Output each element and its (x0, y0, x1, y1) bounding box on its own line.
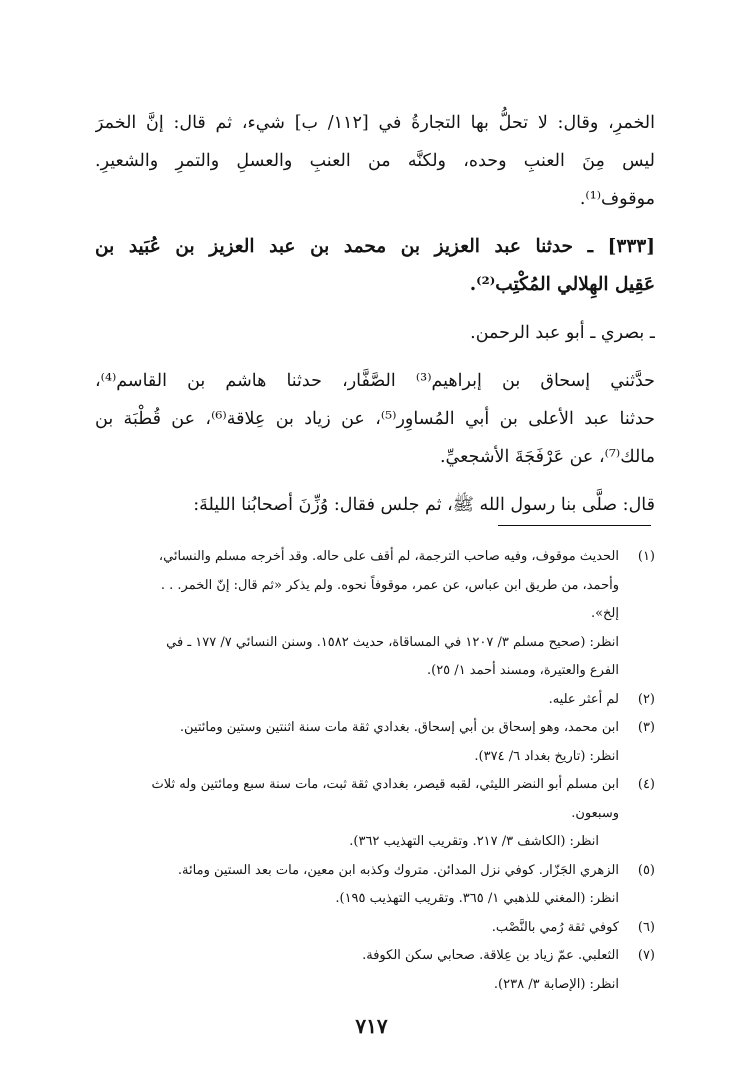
footnote-6 (55, 914, 655, 943)
matn-line: قال: صلَّى بنا رسول الله ﷺ، ثم جلس فقال: وُزِّنَ أصحابُنا الليلةَ: (193, 495, 655, 515)
page-number: ٧١٧ (355, 1014, 388, 1038)
body-line: الخمرِ، وقال: لا تحلُّ بها التجارةُ في [١١٢/ ب] شيء، ثم قال: إنَّ الخمرَ (95, 113, 655, 133)
footnote-number: (٤) (637, 777, 655, 792)
footnote-text: ابن مسلم أبو النضر الليثي، لقبه قيصر، بغدادي ثقة ثبت، مات سنة سبع ومائتين وله ثلاث (151, 777, 619, 792)
footnote-text: انظر: (الكاشف ٣/ ٢١٧. وتقريب التهذيب ٣٦٢). (349, 834, 599, 849)
footnote-text: وسبعون. (571, 805, 619, 821)
footnote-text: انظر: (الإصابة ٣/ ٢٣٨). (493, 976, 619, 992)
footnote-1 (55, 543, 655, 572)
hadith-heading: [٣٣٣] ـ حدثنا عبد العزيز بن محمد بن عبد العزيز بن عُبَيد بن (95, 236, 655, 257)
footnote-number: (٧) (637, 948, 655, 963)
footnote-number: (١) (637, 549, 655, 564)
footnote-text: انظر: (صحيح مسلم ٣/ ١٢٠٧ في المساقاة، حديث ١٥٨٢. وسنن النسائي ٧/ ١٧٧ ـ في (166, 634, 619, 650)
footnote-number: (٣) (637, 720, 655, 735)
narrator-description: ـ بصري ـ أبو عبد الرحمن. (470, 323, 655, 343)
footnote-text: ابن محمد، وهو إسحاق بن أبي إسحاق. بغدادي ثقة مات سنة اثنتين وستين ومائتين. (179, 720, 619, 735)
footnote-text: الزهري الجَزّار. كوفي نزل المدائن. متروك وكذبه ابن معين، مات بعد الستين ومائة. (177, 862, 619, 878)
footnote-text: انظر: (تاريخ بغداد ٦/ ٣٧٤). (474, 748, 619, 764)
footnote-text: إلخ». (590, 606, 619, 621)
footnote-text: كوفي ثقة رُمي بالنَّصْب. (491, 919, 619, 935)
footnote-separator (498, 525, 651, 526)
footnote-text: الفرع والعتيرة، ومسند أحمد ١/ ٢٥). (426, 663, 619, 678)
isnad-line: حدثنا عبد الأعلى بن أبي المُساوِر⁽⁵⁾، عن زياد بن عِلاقة⁽⁶⁾، عن قُطْبَة بن (95, 409, 655, 429)
footnote-7 (55, 942, 655, 971)
footnote-text: لم أعثر عليه. (548, 691, 619, 707)
footnote-text: وأحمد، من طريق ابن عباس، عن عمر، موقوفاً نحوه. ولم يذكر «ثم قال: إنّ الخمر. . . (160, 577, 619, 593)
footnote-text: الثعلبي. عمّ زياد بن عِلاقة. صحابي سكن الكوفة. (362, 948, 619, 963)
footnotes (55, 543, 655, 999)
body-line: موقوف⁽¹⁾. (579, 189, 655, 209)
footnote-number: (٢) (637, 691, 655, 707)
hadith-heading: عَقِيل الهِلالي المُكْتِب⁽²⁾. (469, 274, 655, 295)
footnote-2 (55, 686, 655, 715)
main-text (95, 104, 655, 524)
footnote-number: (٦) (637, 919, 655, 935)
footnote-number: (٥) (637, 862, 655, 878)
footnote-text: الحديث موقوف، وفيه صاحب الترجمة، لم أقف على حاله. وقد أخرجه مسلم والنسائي، (158, 549, 619, 564)
body-line: ليس مِنَ العنبِ وحده، ولكنَّه من العنبِ والعسلِ والتمرِ والشعيرِ. (95, 151, 655, 171)
footnote-4 (55, 771, 655, 800)
footnote-text: انظر: (المغني للذهبي ١/ ٣٦٥. وتقريب التهذيب ١٩٥). (335, 891, 619, 906)
footnote-3 (55, 714, 655, 743)
isnad-line: حدَّثني إسحاق بن إبراهيم⁽³⁾ الصَّفَّار، حدثنا هاشم بن القاسم⁽⁴⁾، (95, 371, 655, 391)
isnad-line: مالك⁽⁷⁾، عن عَرْفَجَةَ الأشجعيِّ. (439, 447, 655, 467)
footnote-5 (55, 857, 655, 886)
